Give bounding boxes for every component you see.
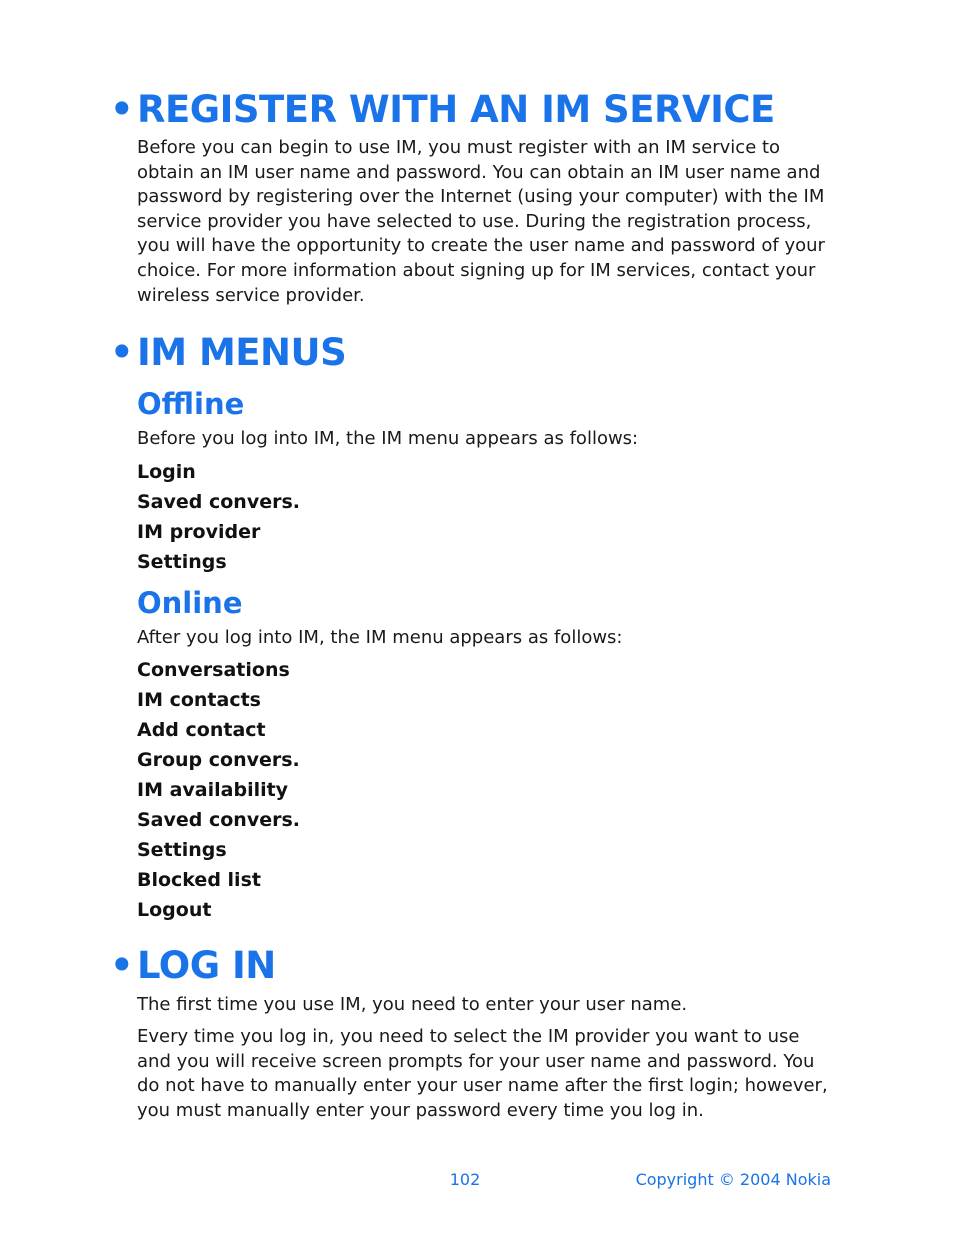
list-item: Group convers.: [137, 749, 300, 771]
list-item: Settings: [137, 839, 227, 861]
list-item: Login: [137, 461, 196, 483]
im-menus-heading-text: IM MENUS: [137, 331, 347, 374]
list-item: Add contact: [137, 719, 266, 741]
copyright-notice: Copyright © 2004 Nokia: [635, 1170, 831, 1189]
log-in-heading: [110, 944, 276, 988]
list-item: Saved convers.: [137, 491, 301, 513]
list-item: IM availability: [137, 779, 289, 801]
offline-subheading: Offline: [137, 387, 245, 421]
list-item: Conversations: [137, 659, 290, 681]
log-in-heading-text: LOG IN: [137, 944, 276, 987]
heading-bullet: •: [110, 331, 134, 374]
list-item: Logout: [137, 899, 212, 921]
list-item: IM provider: [137, 521, 261, 543]
online-subheading: Online: [137, 586, 243, 620]
list-item: Saved convers.: [137, 809, 301, 831]
log-in-paragraph-1: The first time you use IM, you need to enter your user name.: [137, 994, 688, 1015]
heading-bullet: •: [110, 944, 134, 987]
online-menu-list: [137, 655, 300, 925]
register-paragraph: Before you can begin to use IM, you must register with an IM service to obtain an IM user name and password. You can obtain an IM user name and password by registering over the Internet (using your computer) with the IM service provider you have selected to use. During the registration process, you will have the opportunity to create the user name and password of your choice. For more information about signing up for IM services, contact your wireless service provider.: [137, 137, 825, 306]
online-intro: After you log into IM, the IM menu appears as follows:: [137, 627, 623, 648]
register-heading: [110, 88, 775, 132]
heading-bullet: •: [110, 88, 134, 131]
list-item: Blocked list: [137, 869, 261, 891]
log-in-paragraph-2: Every time you log in, you need to select the IM provider you want to use and you will receive screen prompts for your user name and password. You do not have to manually enter your user name after the first login; however, you must manually enter your password every time you log in.: [137, 1026, 828, 1121]
offline-intro: Before you log into IM, the IM menu appears as follows:: [137, 428, 639, 449]
list-item: Settings: [137, 551, 227, 573]
offline-menu-list: [137, 457, 300, 577]
page-number: 102: [449, 1170, 481, 1189]
list-item: IM contacts: [137, 689, 261, 711]
register-heading-text: REGISTER WITH AN IM SERVICE: [137, 88, 775, 131]
im-menus-heading: [110, 331, 346, 375]
